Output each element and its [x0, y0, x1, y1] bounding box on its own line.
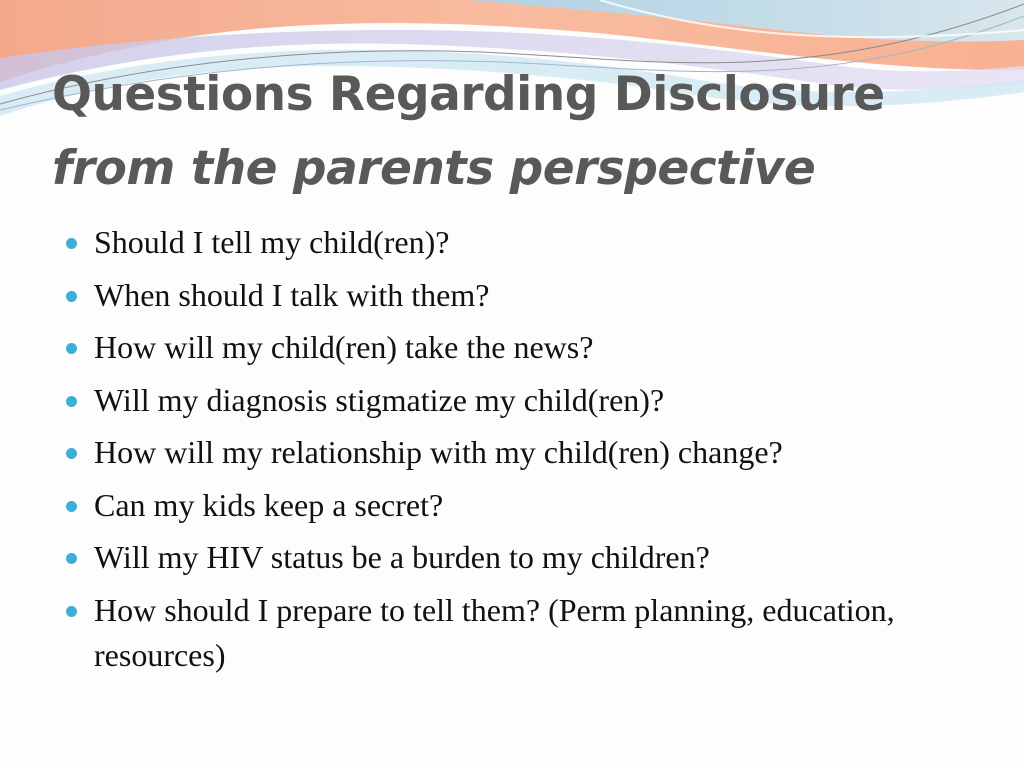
- bullet-item: [62, 588, 982, 678]
- slide-title: [52, 58, 992, 206]
- bullet-dot-icon: [66, 501, 77, 512]
- bullet-text: Will my HIV status be a burden to my children?: [94, 539, 710, 575]
- bullet-item: [62, 483, 982, 528]
- bullet-dot-icon: [66, 343, 77, 354]
- bullet-text: Will my diagnosis stigmatize my child(ren)?: [94, 381, 665, 418]
- bullet-text: How will my relationship with my child(ren) change?: [94, 434, 783, 470]
- bullet-dot-icon: [66, 396, 77, 407]
- bullet-item: [62, 535, 982, 580]
- bullet-item: [62, 273, 982, 318]
- bullet-dot-icon: [66, 606, 77, 617]
- title-line-2: from the parents perspective: [52, 141, 816, 196]
- bullet-item: [62, 325, 982, 370]
- bullet-text: How should I prepare to tell them? (Perm planning, education, resources): [94, 591, 895, 673]
- bullet-item: [62, 220, 982, 265]
- bullet-text: Can my kids keep a secret?: [94, 486, 444, 523]
- title-line-1: Questions Regarding Disclosure: [52, 67, 885, 122]
- bullet-text: Should I tell my child(ren)?: [94, 224, 450, 260]
- bullet-dot-icon: [66, 448, 77, 459]
- bullet-dot-icon: [66, 291, 77, 302]
- bullet-text: When should I talk with them?: [94, 276, 490, 313]
- bullet-dot-icon: [66, 238, 77, 249]
- bullet-list: [62, 220, 982, 685]
- bullet-item: [62, 378, 982, 423]
- bullet-item: [62, 430, 982, 475]
- bullet-dot-icon: [66, 553, 77, 564]
- bullet-text: How will my child(ren) take the news?: [94, 329, 594, 365]
